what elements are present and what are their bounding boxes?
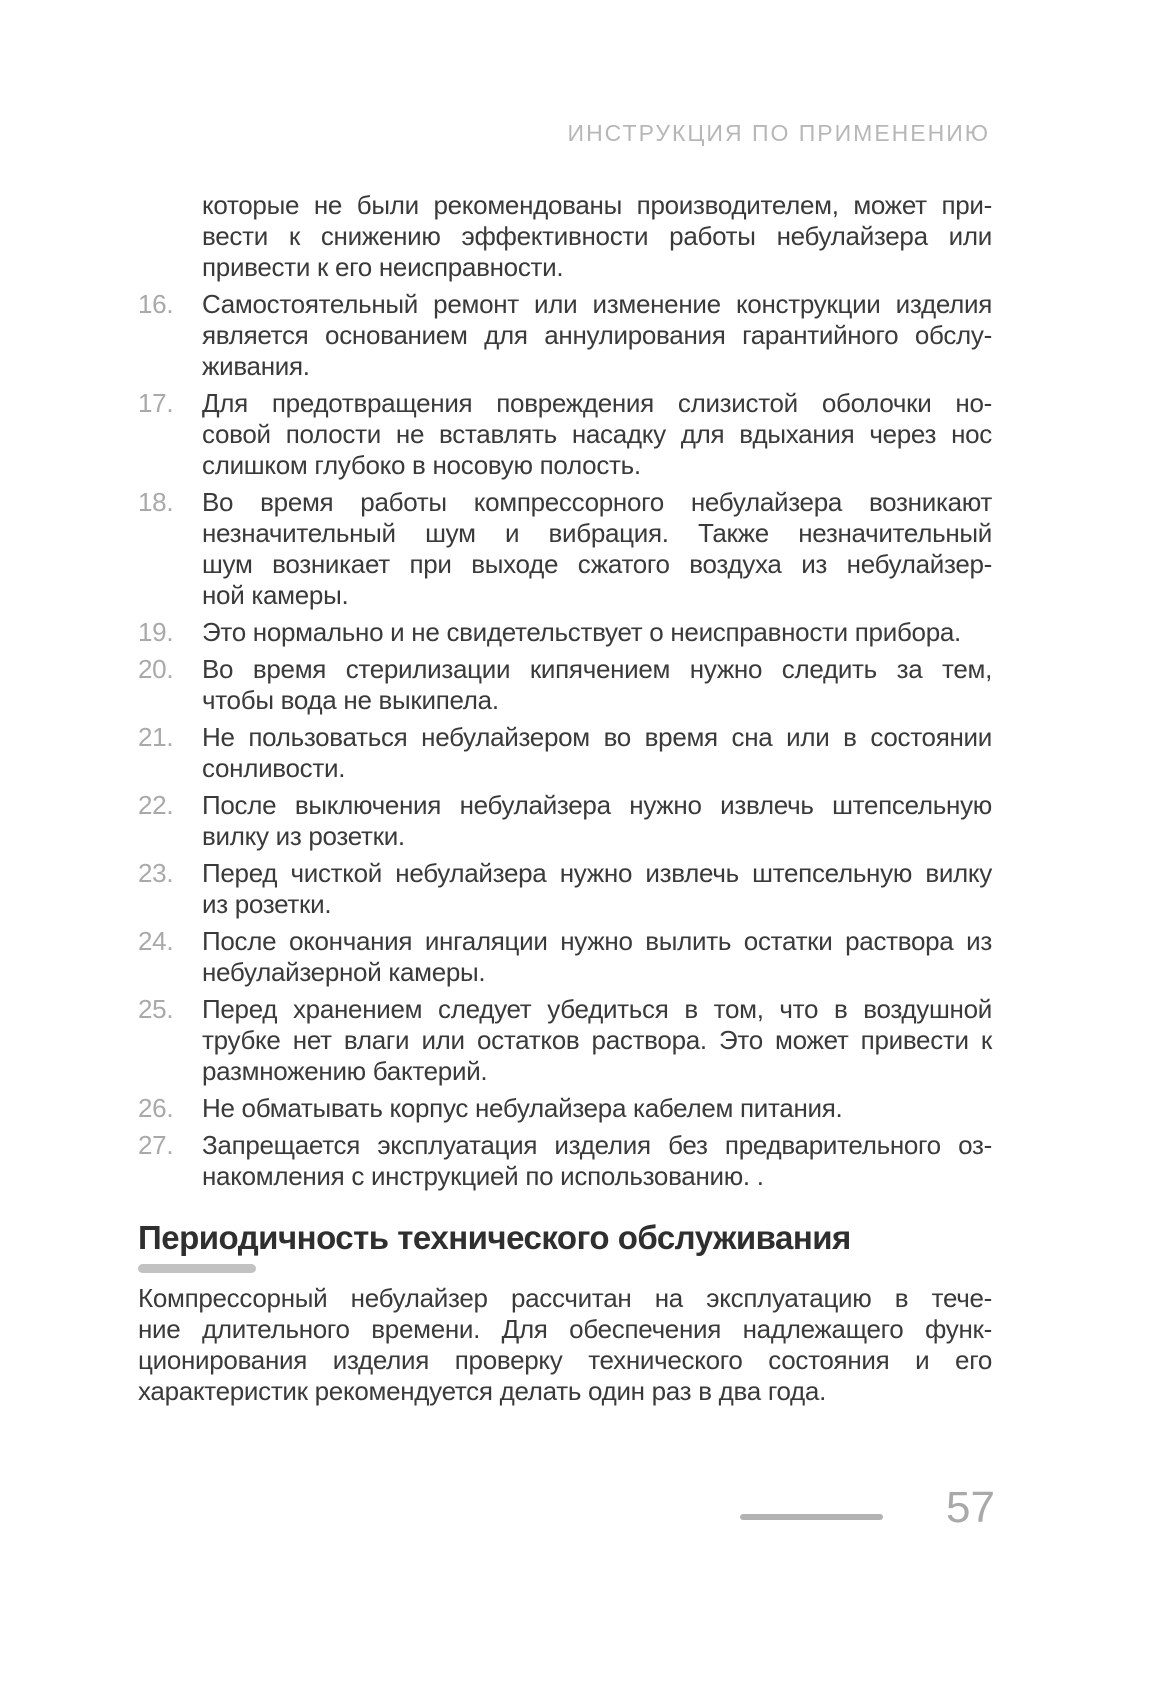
list-item [138, 722, 992, 784]
text-line: небулайзерной камеры. [202, 957, 486, 987]
item-text [202, 994, 992, 1087]
text-line: Самостоятельный ремонт или изменение конструкции изделия [202, 289, 992, 319]
text-line: шум возникает при выходе сжатого воздуха из небулайзер- [202, 549, 992, 579]
item-number: 24. [138, 926, 174, 956]
text-line: вилку из розетки. [202, 821, 405, 851]
text-line: чтобы вода не выкипела. [202, 685, 499, 715]
text-line: слишком глубоко в носовую полость. [202, 450, 641, 480]
list-item [138, 487, 992, 611]
text-line: Перед чисткой небулайзера нужно извлечь штепсельную вилку [202, 858, 992, 888]
item-number: 17. [138, 388, 174, 418]
list-item [138, 926, 992, 988]
text-line: трубке нет влаги или остатков раствора. Это может привести к [202, 1025, 992, 1055]
item-text [202, 289, 992, 382]
item-text [202, 388, 992, 481]
text-line: ние длительного времени. Для обеспечения надлежащего функ- [138, 1314, 992, 1344]
item-number: 19. [138, 617, 174, 647]
text-line: Не обматывать корпус небулайзера кабелем питания. [202, 1093, 843, 1123]
text-line: вести к снижению эффективности работы небулайзера или [202, 221, 992, 251]
text-line: Компрессорный небулайзер рассчитан на эксплуатацию в тече- [138, 1283, 992, 1313]
item-number: 18. [138, 487, 174, 517]
item-text [202, 858, 992, 920]
list-item [138, 1093, 992, 1124]
item-number: 27. [138, 1130, 174, 1160]
text-line: Для предотвращения повреждения слизистой оболочки но- [202, 388, 992, 418]
item-text [202, 790, 992, 852]
page-content [138, 190, 992, 1407]
text-line: которые не были рекомендованы производителем, может при- [202, 190, 992, 220]
footer-divider-line [740, 1514, 883, 1520]
text-line: сонливости. [202, 753, 346, 783]
list-item [138, 790, 992, 852]
text-line: Это нормально и не свидетельствует о неисправности прибора. [202, 617, 961, 647]
item-text [202, 722, 992, 784]
item-number: 21. [138, 722, 174, 752]
text-line: из розетки. [202, 889, 332, 919]
item-number: 22. [138, 790, 174, 820]
list-item [138, 289, 992, 382]
item-number: 26. [138, 1093, 174, 1123]
section-heading: Периодичность технического обслуживания [138, 1219, 851, 1256]
heading-accent-bar [138, 1264, 256, 1273]
item-text [202, 1093, 992, 1124]
list-item [138, 617, 992, 648]
item-text [202, 926, 992, 988]
item-number: 23. [138, 858, 174, 888]
list-item [138, 858, 992, 920]
text-line: Во время стерилизации кипячением нужно следить за тем, [202, 654, 992, 684]
text-line: Во время работы компрессорного небулайзера возникают [202, 487, 992, 517]
item-text [202, 487, 992, 611]
lead-paragraph [202, 190, 992, 283]
item-text [202, 1130, 992, 1192]
text-line: Перед хранением следует убедиться в том, что в воздушной [202, 994, 992, 1024]
text-line: живания. [202, 351, 310, 381]
list-item [138, 388, 992, 481]
item-number: 20. [138, 654, 174, 684]
item-number: 16. [138, 289, 174, 319]
closing-paragraph [138, 1283, 992, 1407]
text-line: Запрещается эксплуатация изделия без предварительного оз- [202, 1130, 992, 1160]
running-header: ИНСТРУКЦИЯ ПО ПРИМЕНЕНИЮ [567, 120, 990, 146]
instructions-list [138, 289, 992, 1192]
text-line: ционирования изделия проверку технического состояния и его [138, 1345, 992, 1375]
item-text [202, 654, 992, 716]
text-line: ной камеры. [202, 580, 349, 610]
list-item [138, 1130, 992, 1192]
item-text [202, 617, 992, 648]
text-line: После выключения небулайзера нужно извлечь штепсельную [202, 790, 992, 820]
text-line: После окончания ингаляции нужно вылить остатки раствора из [202, 926, 992, 956]
page-number: 57 [946, 1483, 995, 1532]
text-line: является основанием для аннулирования гарантийного обслу- [202, 320, 992, 350]
item-number: 25. [138, 994, 174, 1024]
text-line: Не пользоваться небулайзером во время сна или в состоянии [202, 722, 992, 752]
list-item [138, 654, 992, 716]
text-line: размножению бактерий. [202, 1056, 488, 1086]
text-line: характеристик рекомендуется делать один раз в два года. [138, 1376, 826, 1406]
text-line: совой полости не вставлять насадку для вдыхания через нос [202, 419, 992, 449]
list-item [138, 994, 992, 1087]
text-line: незначительный шум и вибрация. Также незначительный [202, 518, 992, 548]
text-line: привести к его неисправности. [202, 252, 564, 282]
text-line: накомления с инструкцией по использованию. . [202, 1161, 764, 1191]
